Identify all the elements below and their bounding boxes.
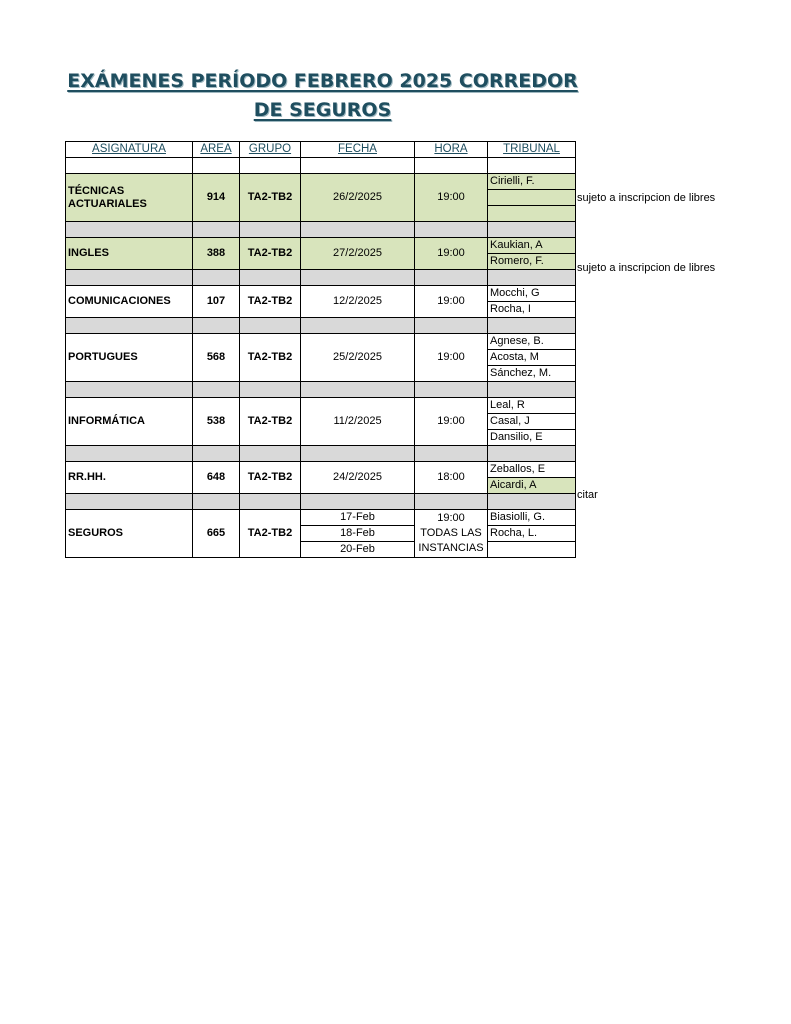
- header-tribunal: TRIBUNAL: [488, 142, 576, 158]
- cell-grupo: TA2-TB2: [240, 462, 301, 494]
- cell-fecha: 17-Feb: [301, 510, 415, 526]
- cell-fecha: 26/2/2025: [301, 174, 415, 222]
- cell-hora: 19:00: [415, 334, 488, 382]
- table-row: [66, 398, 576, 414]
- separator-row: [66, 222, 576, 238]
- cell-area: 388: [193, 238, 240, 270]
- cell-asignatura: COMUNICACIONES: [66, 286, 193, 318]
- spacer-row: [66, 158, 576, 174]
- exam-schedule-table: [65, 141, 576, 558]
- separator-row: [66, 446, 576, 462]
- cell-asignatura: RR.HH.: [66, 462, 193, 494]
- separator-row: [66, 270, 576, 286]
- cell-hora: 19:00: [415, 398, 488, 446]
- cell-grupo: TA2-TB2: [240, 238, 301, 270]
- cell-area: 107: [193, 286, 240, 318]
- cell-grupo: TA2-TB2: [240, 334, 301, 382]
- cell-asignatura: INGLES: [66, 238, 193, 270]
- cell-asignatura: SEGUROS: [66, 510, 193, 558]
- note-rrhh: citar: [577, 489, 598, 501]
- cell-tribunal: Rocha, L.: [488, 526, 576, 542]
- note-tecnicas: sujeto a inscripcion de libres: [577, 192, 716, 204]
- cell-hora: 18:00: [415, 462, 488, 494]
- header-asignatura: ASIGNATURA: [66, 142, 193, 158]
- page-title: EXÁMENES PERÍODO FEBRERO 2025 CORREDOR: [67, 70, 578, 92]
- cell-tribunal: Casal, J: [488, 414, 576, 430]
- table-row: [66, 174, 576, 190]
- cell-tribunal: Mocchi, G: [488, 286, 576, 302]
- separator-row: [66, 382, 576, 398]
- cell-tribunal: Kaukian, A: [488, 238, 576, 254]
- page-subtitle: DE SEGUROS: [253, 99, 392, 121]
- cell-hora: 19:00: [415, 238, 488, 270]
- cell-tribunal: Aicardi, A: [488, 478, 576, 494]
- cell-tribunal: Leal, R: [488, 398, 576, 414]
- cell-grupo: TA2-TB2: [240, 174, 301, 222]
- cell-tribunal: Rocha, I: [488, 302, 576, 318]
- table-row: [66, 286, 576, 302]
- cell-fecha: 18-Feb: [301, 526, 415, 542]
- cell-tribunal: Cirielli, F.: [488, 174, 576, 190]
- cell-hora: 19:00: [415, 174, 488, 222]
- cell-grupo: TA2-TB2: [240, 286, 301, 318]
- cell-tribunal: Acosta, M: [488, 350, 576, 366]
- cell-grupo: TA2-TB2: [240, 398, 301, 446]
- cell-area: 914: [193, 174, 240, 222]
- header-grupo: GRUPO: [240, 142, 301, 158]
- table-row: [66, 334, 576, 350]
- cell-tribunal: [488, 190, 576, 206]
- cell-area: 665: [193, 510, 240, 558]
- table-row: [66, 462, 576, 478]
- cell-tribunal: Sánchez, M.: [488, 366, 576, 382]
- cell-tribunal: Agnese, B.: [488, 334, 576, 350]
- cell-fecha: 11/2/2025: [301, 398, 415, 446]
- cell-tribunal: Dansilio, E: [488, 430, 576, 446]
- cell-tribunal: [488, 542, 576, 558]
- cell-asignatura: INFORMÁTICA: [66, 398, 193, 446]
- cell-fecha: 27/2/2025: [301, 238, 415, 270]
- header-area: AREA: [193, 142, 240, 158]
- cell-fecha: 12/2/2025: [301, 286, 415, 318]
- cell-asignatura: TÉCNICAS ACTUARIALES: [66, 174, 193, 222]
- cell-tribunal: Romero, F.: [488, 254, 576, 270]
- table-row: [66, 510, 576, 526]
- header-hora: HORA: [415, 142, 488, 158]
- cell-fecha: 20-Feb: [301, 542, 415, 558]
- cell-hora: 19:00 TODAS LAS INSTANCIAS: [415, 510, 488, 558]
- cell-fecha: 24/2/2025: [301, 462, 415, 494]
- header-row: [66, 142, 576, 158]
- separator-row: [66, 494, 576, 510]
- cell-grupo: TA2-TB2: [240, 510, 301, 558]
- cell-fecha: 25/2/2025: [301, 334, 415, 382]
- cell-tribunal: Zeballos, E: [488, 462, 576, 478]
- cell-area: 568: [193, 334, 240, 382]
- cell-tribunal: Biasiolli, G.: [488, 510, 576, 526]
- cell-hora: 19:00: [415, 286, 488, 318]
- header-fecha: FECHA: [301, 142, 415, 158]
- cell-area: 538: [193, 398, 240, 446]
- note-ingles: sujeto a inscripcion de libres: [577, 262, 716, 274]
- table-row: [66, 238, 576, 254]
- cell-area: 648: [193, 462, 240, 494]
- cell-tribunal: [488, 206, 576, 222]
- separator-row: [66, 318, 576, 334]
- cell-asignatura: PORTUGUES: [66, 334, 193, 382]
